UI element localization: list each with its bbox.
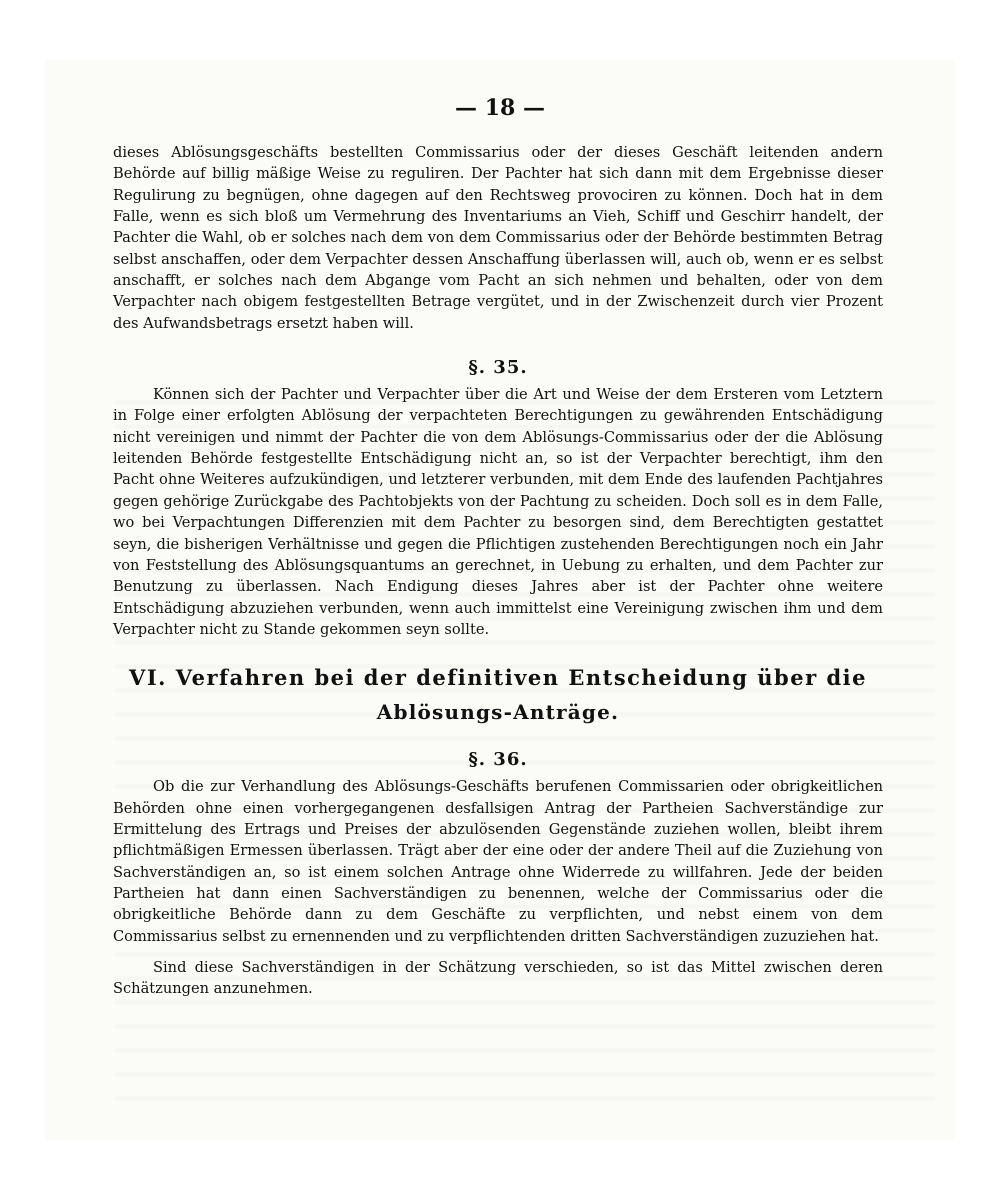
document-body <box>113 142 883 1000</box>
section-35-paragraph: Können sich der Pachter und Verpachter über die Art und Weise der dem Ersteren vom Letztern in Folge einer erfolgten Ablösung der verpachteten Berechtigungen zu gewährenden Entschädigung nicht vereinigen und nimmt der Pachter die von dem Ablösungs-Commissarius oder der die Ablösung leitenden Behörde festgestellte Entschädigung nicht an, so ist der Verpachter berechtigt, ihm den Pacht ohne Weiteres aufzukündigen, und letzterer verbunden, mit dem Ende des laufenden Pachtjahres gegen gehörige Zurückgabe des Pachtobjekts von der Pachtung zu scheiden. Doch soll es in dem Falle, wo bei Verpachtungen Differenzien mit dem Pachter zu besorgen sind, dem Berechtigten gestattet seyn, die bisherigen Verhältnisse und gegen die Pflichtigen zustehenden Berechtigungen noch ein Jahr von Feststellung des Ablösungsquantums an gerechnet, in Uebung zu erhalten, und dem Pachter zur Benutzung zu überlassen. Nach Endigung dieses Jahres aber ist der Pachter ohne weitere Entschädigung abzuziehen verbunden, wenn auch immittelst eine Vereinigung zwischen ihm und dem Verpachter nicht zu Stande gekommen seyn sollte. <box>113 386 883 638</box>
page-number: — 18 — <box>455 95 545 121</box>
section-36-paragraph: Ob die zur Verhandlung des Ablösungs-Geschäfts berufenen Commissarien oder obrigkeitlichen Behörden ohne einen vorhergegangenen desfallsigen Antrag der Partheien Sachverständige zur Ermittelung des Ertrags und Preises der abzulösenden Gegenstände zuziehen wollen, bleibt ihrem pflichtmäßigen Ermessen überlassen. Trägt aber der eine oder der andere Theil auf die Zuziehung von Sachverständigen an, so ist einem solchen Antrage ohne Widerrede zu willfahren. Jede der beiden Partheien hat dann einen Sachverständigen zu benennen, welche der Commissarius oder die obrigkeitliche Behörde dann zu dem Geschäfte zu verpflichten, und nebst einem von dem Commissarius selbst zu ernennenden und zu verpflichtenden dritten Sachverständigen zuzuziehen hat. <box>113 778 883 945</box>
section-36-final-paragraph: Sind diese Sachverständigen in der Schätzung verschieden, so ist das Mittel zwischen deren Schätzungen anzunehmen. <box>113 958 883 998</box>
chapter-title-line-1: VI. Verfahren bei der definitiven Entscheidung über die <box>129 665 867 691</box>
section-36-heading: §. 36. <box>468 749 528 771</box>
paragraph-spacer <box>113 947 883 957</box>
section-35-heading: §. 35. <box>468 357 528 379</box>
intro-paragraph: dieses Ablösungsgeschäfts bestellten Commissarius oder der dieses Geschäft leitenden andern Behörde auf billig mäßige Weise zu reguliren. Der Pachter hat sich dann mit dem Ergebnisse dieser Regulirung zu begnügen, ohne dagegen auf den Rechtsweg provociren zu können. Doch hat in dem Falle, wenn es sich bloß um Vermehrung des Inventariums an Vieh, Schiff und Geschirr handelt, der Pachter die Wahl, ob er solches nach dem von dem Commissarius oder der Behörde bestimmten Betrag selbst anschaffen, oder dem Verpachter dessen Anschaffung überlassen will, auch ob, wenn er es selbst anschafft, er solches nach dem Abgange vom Pacht an sich nehmen und behalten, oder von dem Verpachter nach obigem festgestellten Betrage vergütet, und in der Zwischenzeit durch vier Prozent des Aufwandsbetrags ersetzt haben will. <box>113 144 883 332</box>
chapter-title-line-2: Ablösungs-Anträge. <box>376 700 620 725</box>
